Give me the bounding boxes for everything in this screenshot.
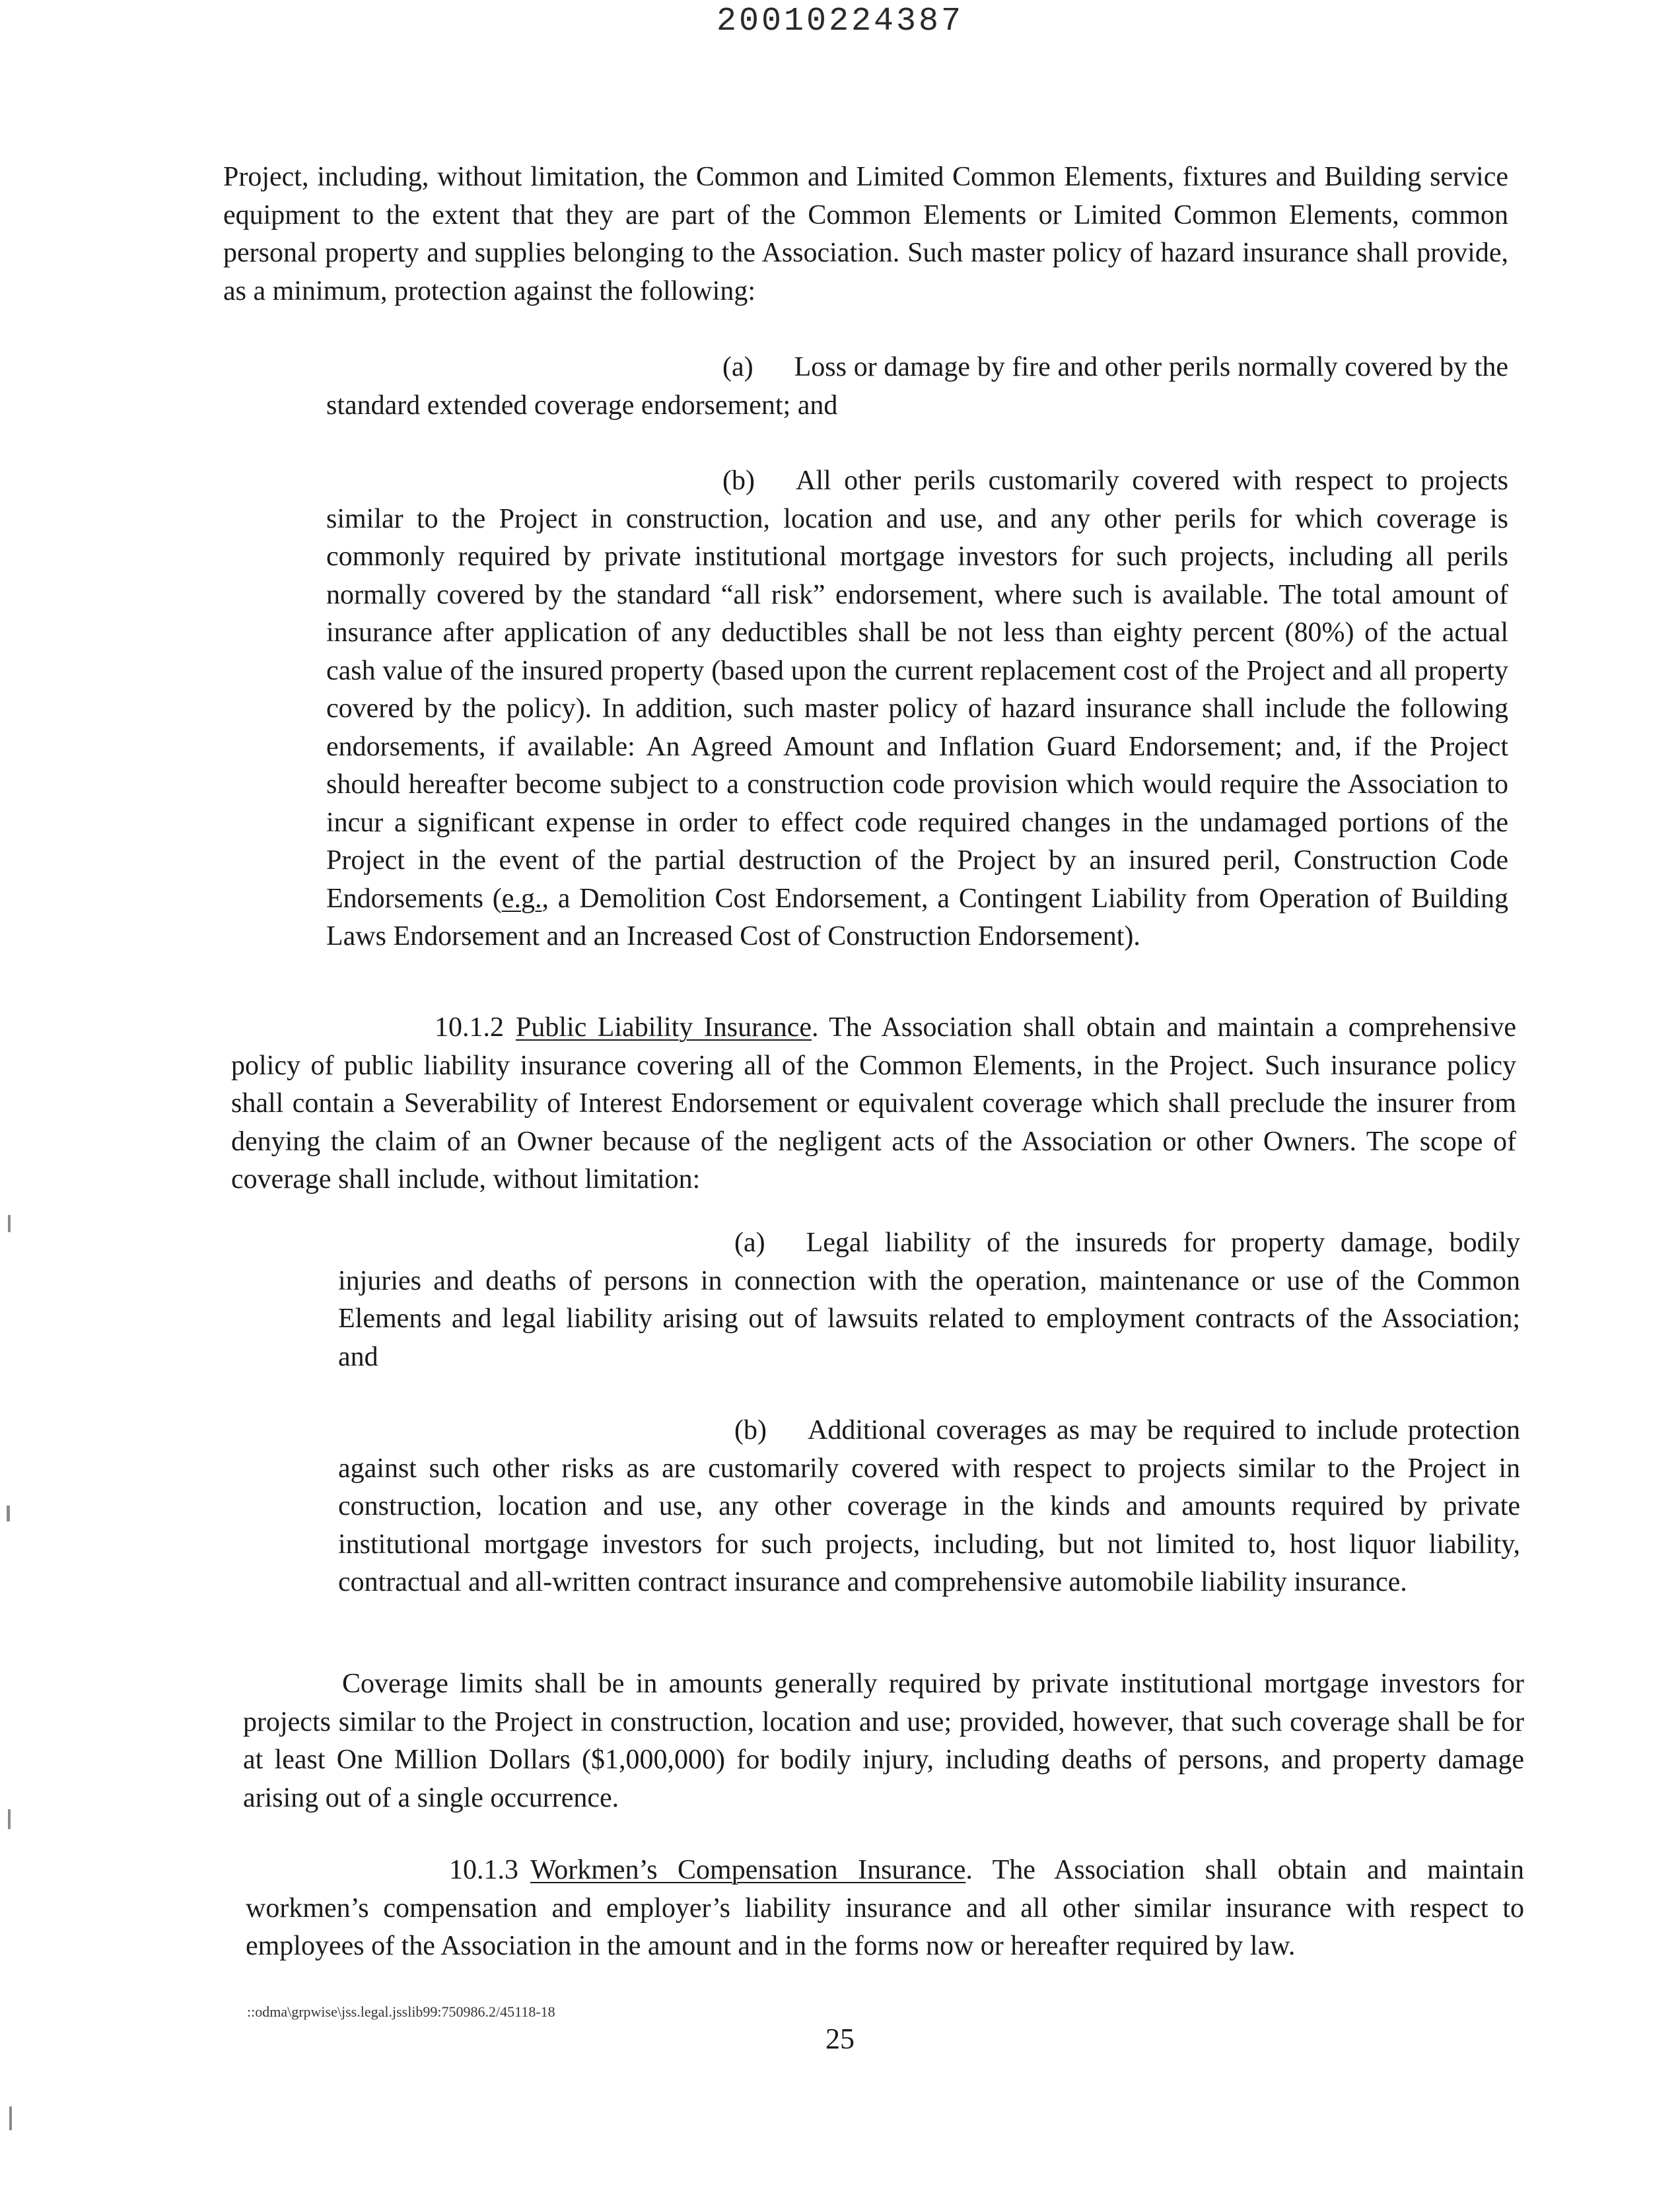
item-label: (b) [734,1415,767,1445]
section-number: 10.1.2 [435,1012,504,1043]
item-a-legal-liability [338,1224,1520,1376]
eg-abbreviation: e.g. [501,883,542,914]
coverage-limits-paragraph: Coverage limits shall be in amounts generally required by private institutional mortgage investors for projects similar to the Project in construction, location and use; provided, however, that such coverage shall be for at least One Million Dollars ($1,000,000) for bodily injury, including deaths of persons, and property damage arising out of a single occurrence. [243,1669,1524,1813]
scan-mark [8,1809,11,1829]
item-text: Loss or damage by fire and other perils normally covered by the standard extended coverage endorsement; and [326,352,1508,421]
footer-file-path: ::odma\grpwise\jss.legal.jsslib99:750986.2/45118-18 [247,2003,555,2020]
item-a-fire-loss [326,349,1508,425]
scan-mark [9,2106,12,2130]
item-label: (a) [722,352,753,382]
document-number: 20010224387 [716,3,964,40]
scan-mark [8,1215,11,1232]
item-text: Legal liability of the insureds for property damage, bodily injuries and deaths of persons in connection with the operation, maintenance or use of the Common Elements and legal liability arising out of lawsuits related to employment contracts of the Association; and [338,1228,1520,1372]
item-text: All other perils customarily covered with respect to projects similar to the Project in construction, location and use, and any other perils for which coverage is commonly required by private institutional mortgage investors for such projects, including all perils normally covered by the standard “all risk” endorsement, where such is available. The total amount of insurance after application of any deductibles shall be not less than eighty percent (80%) of the actual cash value of the insured property (based upon the current replacement cost of the Project and all property covered by the policy). In addition, such master policy of hazard insurance shall include the following endorsements, if available: An Agreed Amount and Inflation Guard Endorsement; and, if the Project should hereafter become subject to a construction code provision which would require the Association to incur a significant expense in order to effect code required changes in the undamaged portions of the Project in the event of the partial destruction of the Project by an insured peril, Construction Code Endorsements ( [326,466,1508,914]
item-text-end: , a Demolition Cost Endorsement, a Contingent Liability from Operation of Building Laws Endorsement and an Increased Cost of Construction Endorsement). [326,883,1508,952]
item-b-additional-coverages [338,1412,1520,1602]
section-title: Public Liability Insurance [516,1012,812,1043]
item-label: (b) [722,466,755,496]
section-text: . The Association shall obtain and maintain a comprehensive policy of public liability insurance covering all of the Common Elements, in the Project. Such insurance policy shall contain a Severability of Interest Endorsement or equivalent coverage which shall preclude the insurer from denying the claim of an Owner because of the negligent acts of the Association or other Owners. The scope of coverage shall include, without limitation: [231,1012,1516,1195]
item-text: Additional coverages as may be required to include protection against such other risks as are customarily covered with respect to projects similar to the Project in construction, location and use, any other coverage in the kinds and amounts required by private institutional mortgage investors for such projects, including, but not limited to, host liquor liability, contractual and all-written contract insurance and comprehensive automobile liability insurance. [338,1415,1520,1597]
intro-paragraph: Project, including, without limitation, the Common and Limited Common Elements, fixtures and Building service equipment to the extent that they are part of the Common Elements or Limited Common Elements, common personal property and supplies belonging to the Association. Such master policy of hazard insurance shall provide, as a minimum, protection against the following: [223,162,1508,306]
section-10-1-3-paragraph [246,1852,1524,1966]
section-10-1-2-paragraph [231,1009,1516,1199]
page-number: 25 [825,2023,855,2055]
section-title: Workmen’s Compensation Insurance [530,1855,966,1885]
scan-mark [7,1506,10,1521]
item-b-other-perils [326,462,1508,956]
item-label: (a) [734,1228,765,1258]
section-number: 10.1.3 [449,1855,518,1885]
section-text: . The Association shall obtain and maintain workmen’s compensation and employer’s liability insurance and all other similar insurance with respect to employees of the Association in the amount and in the forms now or hereafter required by law. [246,1855,1524,1961]
